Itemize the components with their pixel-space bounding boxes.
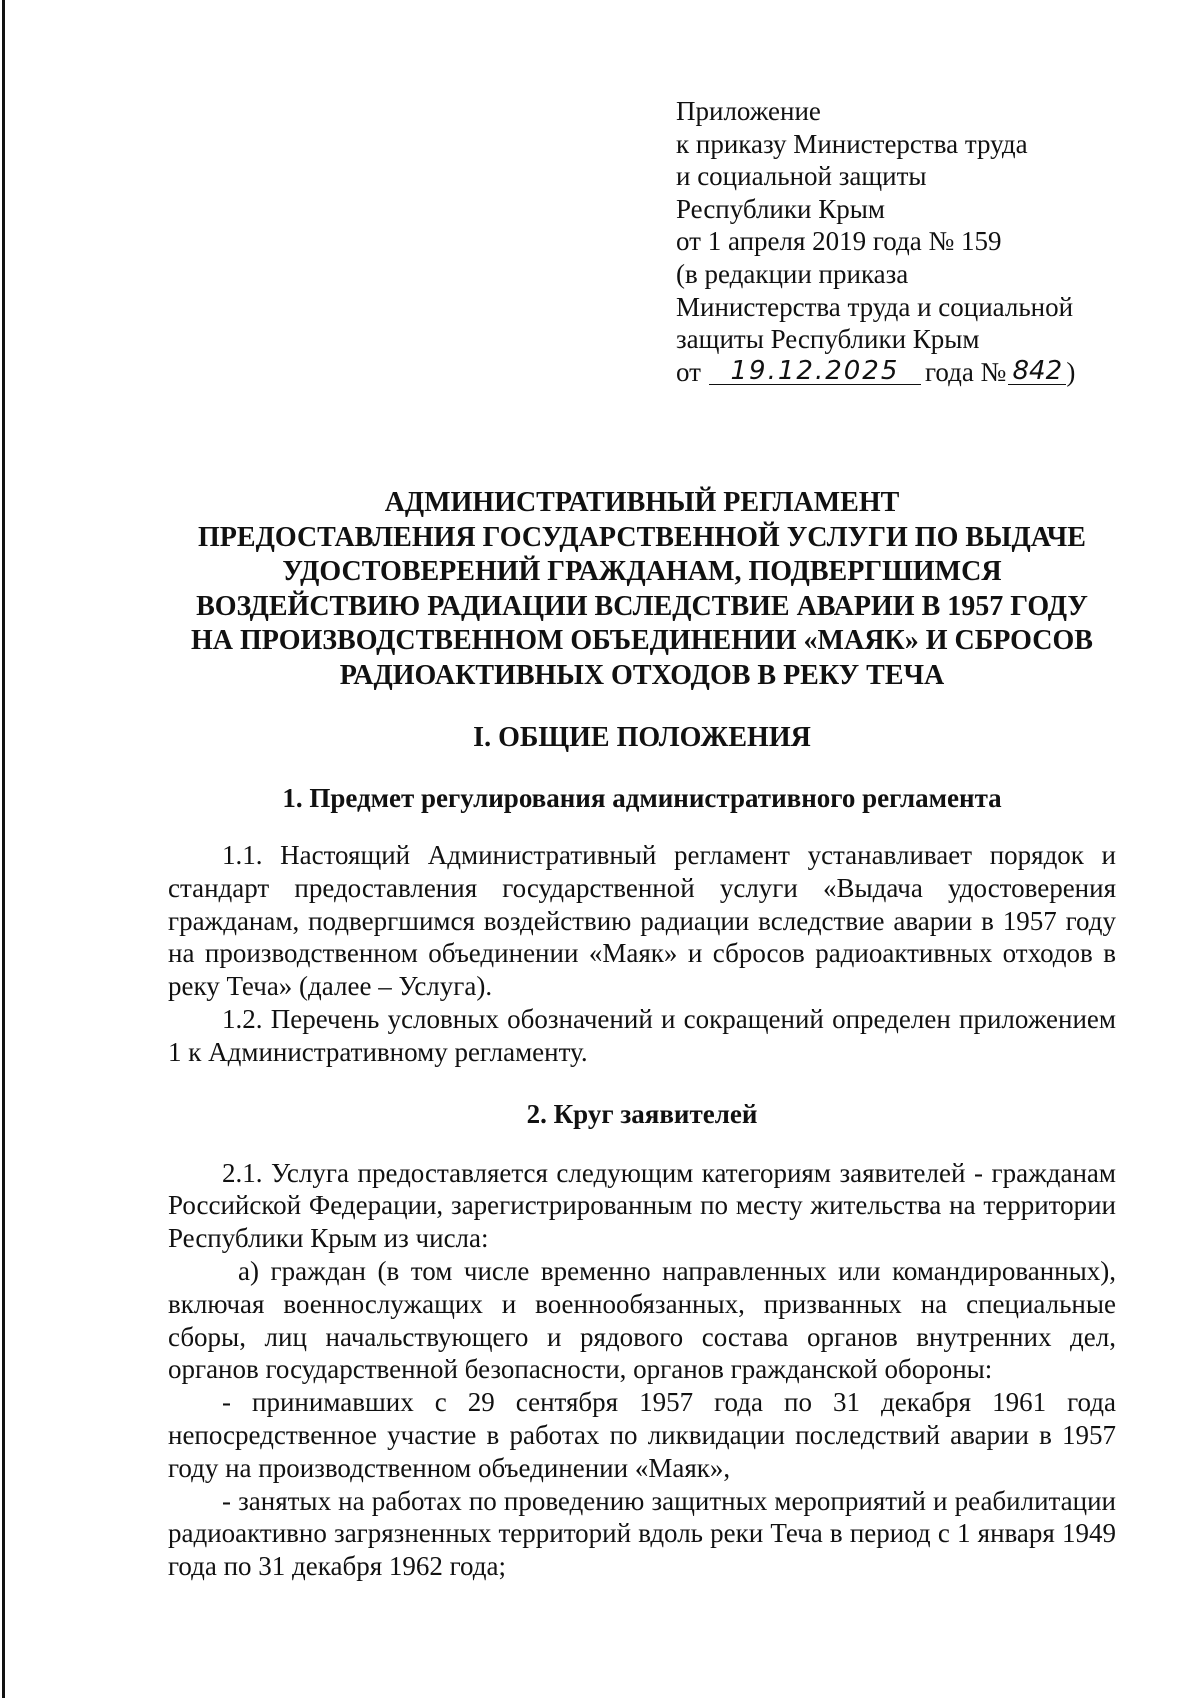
subsection-heading: 2. Круг заявителей	[526, 1098, 758, 1129]
title-line: АДМИНИСТРАТИВНЫЙ РЕГЛАМЕНТ	[384, 487, 900, 518]
appendix-year-number-label: года №	[924, 356, 1007, 387]
appendix-line: Министерства труда и социальной	[676, 291, 1074, 322]
title-line: НА ПРОИЗВОДСТВЕННОМ ОБЪЕДИНЕНИИ «МАЯК» И СБРОСОВ	[191, 625, 1093, 656]
paragraph: а) граждан (в том числе временно направленных или командированных), включая военнослужащих и военнообязанных, призванных на специальные сборы, лиц начальствующего и рядового состава органов внутренних дел, органов государственной безопасности, органов гражданской обороны:	[168, 1255, 1116, 1385]
handwritten-date: 19.12.2025	[709, 358, 921, 385]
paragraph: 1.1. Настоящий Административный регламент устанавливает порядок и стандарт предоставления государственной услуги «Выдача удостоверения гражданам, подвергшимся воздействию радиации вследствие аварии в 1957 году на производственном объединении «Маяк» и сбросов радиоактивных отходов в реку Теча» (далее – Услуга).	[168, 840, 1116, 1002]
appendix-line: (в редакции приказа	[676, 258, 909, 289]
paragraph: 2.1. Услуга предоставляется следующим категориям заявителей - гражданам Российской Федерации, зарегистрированным по месту жительства на территории Республики Крым из числа:	[168, 1157, 1116, 1254]
paragraph: - занятых на работах по проведению защитных мероприятий и реабилитации радиоактивно загрязненных территорий вдоль реки Теча в период с 1 января 1949 года по 31 декабря 1962 года;	[168, 1485, 1116, 1582]
subsection-heading: 1. Предмет регулирования административного регламента	[282, 783, 1002, 813]
title-line: ПРЕДОСТАВЛЕНИЯ ГОСУДАРСТВЕННОЙ УСЛУГИ ПО ВЫДАЧЕ	[198, 521, 1086, 553]
paragraph: 1.2. Перечень условных обозначений и сокращений определен приложением 1 к Административному регламенту.	[168, 1003, 1116, 1067]
title-line: ВОЗДЕЙСТВИЮ РАДИАЦИИ ВСЛЕДСТВИЕ АВАРИИ В 1957 ГОДУ	[196, 590, 1088, 622]
title-line: РАДИОАКТИВНЫХ ОТХОДОВ В РЕКУ ТЕЧА	[339, 659, 945, 691]
appendix-line: Республики Крым	[676, 193, 885, 224]
appendix-line: защиты Республики Крым	[676, 324, 980, 355]
appendix-line: Приложение	[676, 96, 821, 126]
document-title	[168, 486, 1116, 693]
scan-edge-line	[2, 0, 5, 1698]
appendix-from-label: от	[676, 356, 701, 387]
appendix-close-paren: )	[1066, 356, 1076, 387]
handwritten-order-number: 842	[1008, 358, 1066, 385]
appendix-line: и социальной защиты	[676, 161, 927, 192]
appendix-line: к приказу Министерства труда	[676, 128, 1028, 159]
section-heading: I. ОБЩИЕ ПОЛОЖЕНИЯ	[473, 722, 811, 753]
document-body	[168, 486, 1116, 1583]
appendix-block	[676, 95, 1146, 388]
paragraph: - принимавших с 29 сентября 1957 года по 31 декабря 1961 года непосредственное участие в работах по ликвидации последствий аварии в 1957 году на производственном объединении «Маяк»,	[168, 1387, 1116, 1483]
appendix-line: от 1 апреля 2019 года № 159	[676, 226, 1002, 257]
title-line: УДОСТОВЕРЕНИЙ ГРАЖДАНАМ, ПОДВЕРГШИМСЯ	[282, 556, 1002, 587]
appendix-last-line	[676, 356, 1146, 389]
